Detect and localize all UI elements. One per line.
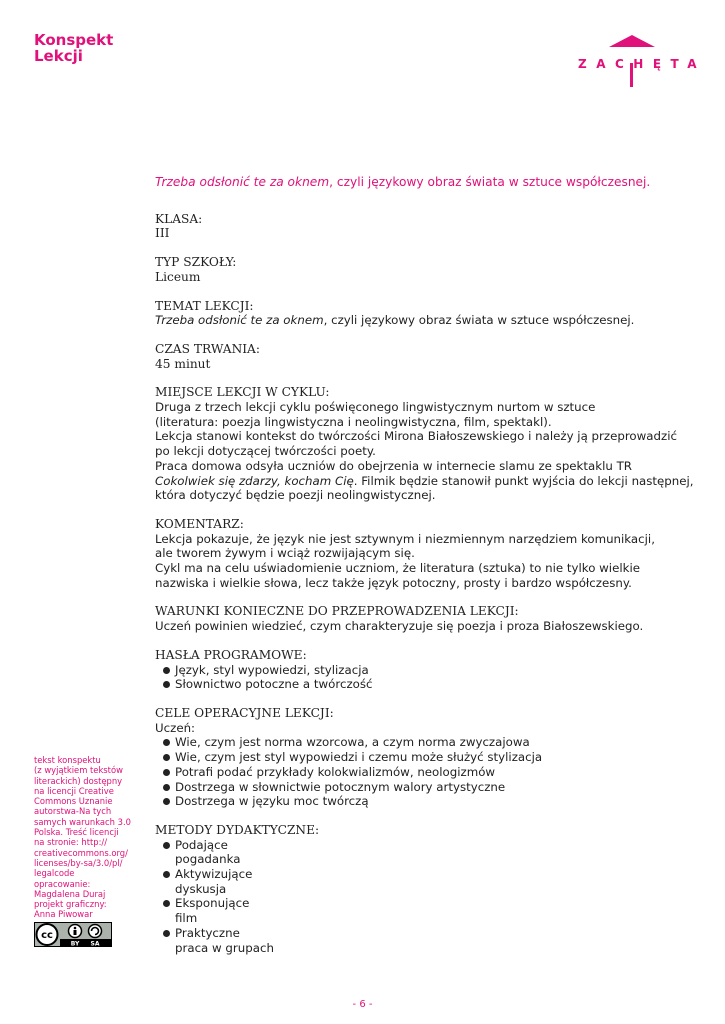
bullet-icon bbox=[163, 798, 170, 805]
bullet-icon bbox=[163, 900, 170, 907]
temat-italic: Trzeba odsłonić te za oknem bbox=[155, 313, 324, 328]
list-item: Eksponujące film bbox=[163, 896, 700, 925]
section-czas bbox=[155, 342, 700, 371]
badge-sa-text: SA bbox=[90, 940, 100, 947]
list-item: Potrafi podać przykłady kolokwializmów, neologizmów bbox=[163, 765, 700, 780]
komentarz-line-4: nazwiska i wielkie słowa, lecz także język potoczny, prosty i bardzo współczesny. bbox=[155, 575, 632, 590]
bullet-icon bbox=[163, 769, 170, 776]
list-item: Wie, czym jest norma wzorcowa, a czym norma zwyczajowa bbox=[163, 735, 700, 750]
miejsce-line-2: (literatura: poezja lingwistyczna i neolingwistyczna, film, spektakl). bbox=[155, 414, 552, 429]
method-sub: dyskusja bbox=[175, 881, 227, 896]
badge-by-text: BY bbox=[70, 940, 80, 947]
section-komentarz bbox=[155, 517, 700, 591]
logo-text: ZACHĘTA bbox=[578, 57, 707, 71]
license-note bbox=[34, 755, 134, 920]
miejsce-line-3: Lekcja stanowi kontekst do twórczości Mirona Białoszewskiego i należy ją przeprowadzić bbox=[155, 429, 677, 444]
typ-value: Liceum bbox=[155, 269, 201, 284]
miejsce-line-4: po lekcji dotyczącej twórczości poety. bbox=[155, 444, 376, 459]
klasa-value: III bbox=[155, 226, 170, 241]
section-metody bbox=[155, 823, 700, 955]
bullet-icon bbox=[163, 930, 170, 937]
license-line: Magdalena Duraj bbox=[34, 888, 106, 899]
miejsce-line-5: Praca domowa odsyła uczniów do obejrzenia w internecie slamu ze spektaklu TR bbox=[155, 458, 632, 473]
temat-label: TEMAT LEKCJI: bbox=[155, 298, 254, 313]
typ-label: TYP SZKOŁY: bbox=[155, 255, 237, 270]
list-item: Wie, czym jest styl wypowiedzi i czemu może służyć stylizacja bbox=[163, 750, 700, 765]
miejsce-line-1: Druga z trzech lekcji cyklu poświęconego lingwistycznym nurtom w sztuce bbox=[155, 400, 596, 415]
bullet-icon bbox=[163, 754, 170, 761]
komentarz-label: KOMENTARZ: bbox=[155, 516, 244, 531]
hasla-list bbox=[155, 663, 700, 692]
metody-label: METODY DYDAKTYCZNE: bbox=[155, 822, 320, 837]
license-line: projekt graficzny: bbox=[34, 899, 107, 910]
license-line: samych warunkach 3.0 bbox=[34, 816, 131, 827]
czas-label: CZAS TRWANIA: bbox=[155, 341, 260, 356]
klasa-label: KLASA: bbox=[155, 211, 203, 226]
bullet-icon bbox=[163, 784, 170, 791]
bullet-icon bbox=[163, 667, 170, 674]
metody-list bbox=[155, 838, 700, 956]
list-item: Język, styl wypowiedzi, stylizacja bbox=[163, 663, 700, 678]
license-line: Anna Piwowar bbox=[34, 909, 93, 920]
section-klasa bbox=[155, 212, 700, 241]
bullet-icon bbox=[163, 871, 170, 878]
miejsce-line-6-rest: . Filmik będzie stanowił punkt wyjścia do lekcji następnej, bbox=[353, 473, 694, 488]
license-line: na stronie: http:// bbox=[34, 837, 108, 848]
komentarz-line-3: Cykl ma na celu uświadomienie uczniom, że literatura (sztuka) to nie tylko wielkie bbox=[155, 561, 640, 576]
svg-text:cc: cc bbox=[41, 930, 53, 941]
miejsce-line-7: która dotyczyć będzie poezji neolingwistycznej. bbox=[155, 488, 436, 503]
komentarz-line-1: Lekcja pokazuje, że język nie jest sztywnym i niezmiennym narzędziem komunikacji, bbox=[155, 531, 655, 546]
section-warunki bbox=[155, 604, 700, 633]
list-item: Słownictwo potoczne a twórczość bbox=[163, 677, 700, 692]
miejsce-label: MIEJSCE LEKCJI W CYKLU: bbox=[155, 385, 330, 400]
lesson-plan-body bbox=[155, 175, 700, 969]
hasla-label: HASŁA PROGRAMOWE: bbox=[155, 647, 307, 662]
method-sub: film bbox=[175, 911, 198, 926]
license-line: literackich) dostępny bbox=[34, 775, 123, 786]
license-line: na licencji Creative bbox=[34, 785, 114, 796]
spectacle-title: Cokolwiek się zdarzy, kocham Cię bbox=[155, 473, 354, 488]
list-item: Aktywizujące dyskusja bbox=[163, 867, 700, 896]
document-title bbox=[34, 32, 113, 64]
bullet-icon bbox=[163, 842, 170, 849]
list-item: Praktyczne praca w grupach bbox=[163, 926, 700, 955]
license-line: legalcode bbox=[34, 868, 75, 879]
license-line: licenses/by-sa/3.0/pl/ bbox=[34, 857, 123, 868]
cc-by-sa-badge bbox=[34, 922, 112, 947]
list-item: Dostrzega w słownictwie potocznym walory artystyczne bbox=[163, 780, 700, 795]
section-temat bbox=[155, 299, 700, 328]
cele-list bbox=[155, 735, 700, 809]
intro-italic: Trzeba odsłonić te za oknem bbox=[155, 175, 330, 189]
temat-rest: , czyli językowy obraz świata w sztuce współczesnej. bbox=[323, 313, 635, 328]
section-miejsce bbox=[155, 385, 700, 503]
miejsce-line-6 bbox=[155, 474, 700, 489]
license-line: creativecommons.org/ bbox=[34, 847, 128, 858]
czas-value: 45 minut bbox=[155, 356, 211, 371]
temat-value bbox=[155, 313, 700, 328]
lesson-intro bbox=[155, 175, 700, 190]
cc-by-sa-icon bbox=[34, 922, 112, 947]
list-item: Podające pogadanka bbox=[163, 838, 700, 867]
cele-intro: Uczeń: bbox=[155, 720, 196, 735]
license-line: Commons Uznanie bbox=[34, 796, 113, 807]
license-line: autorstwa-Na tych bbox=[34, 806, 112, 817]
license-line: opracowanie: bbox=[34, 878, 91, 889]
title-line-1: Konspekt bbox=[34, 31, 114, 49]
page-number: - 6 - bbox=[352, 999, 373, 1010]
intro-rest: , czyli językowy obraz świata w sztuce współczesnej. bbox=[329, 175, 651, 189]
bullet-icon bbox=[163, 681, 170, 688]
bullet-icon bbox=[163, 739, 170, 746]
method-sub: praca w grupach bbox=[175, 940, 274, 955]
section-cele bbox=[155, 706, 700, 809]
license-line: (z wyjątkiem tekstów bbox=[34, 765, 123, 776]
list-item: Dostrzega w języku moc twórczą bbox=[163, 794, 700, 809]
method-sub: pogadanka bbox=[175, 852, 241, 867]
cele-label: CELE OPERACYJNE LEKCJI: bbox=[155, 705, 334, 720]
zacheta-logo bbox=[575, 33, 707, 88]
warunki-label: WARUNKI KONIECZNE DO PRZEPROWADZENIA LEKCJI: bbox=[155, 604, 519, 619]
title-line-2: Lekcji bbox=[34, 47, 83, 65]
section-hasla bbox=[155, 648, 700, 692]
license-line: Polska. Treść licencji bbox=[34, 827, 119, 838]
komentarz-line-2: ale tworem żywym i wciąż rozwijającym się. bbox=[155, 546, 415, 561]
license-line: tekst konspektu bbox=[34, 755, 101, 765]
section-typ-szkoly bbox=[155, 255, 700, 284]
warunki-value: Uczeń powinien wiedzieć, czym charakteryzuje się poezja i proza Białoszewskiego. bbox=[155, 619, 644, 634]
